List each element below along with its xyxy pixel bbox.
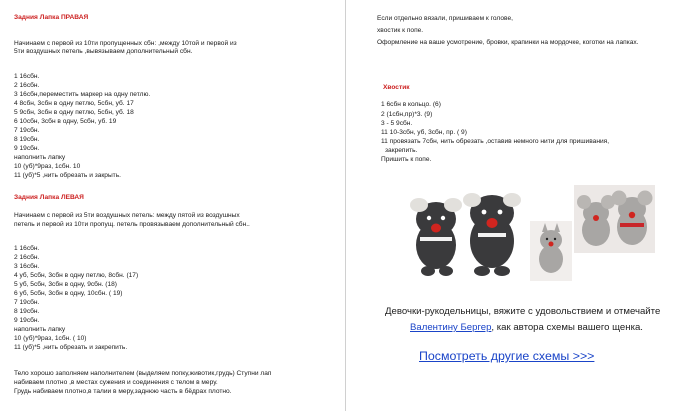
left-paw-row: 5 уб, 5сбн, 3сбн в одну, 9сбн. (18) (14, 281, 117, 288)
left-paw-row: 9 19сбн. (14, 317, 40, 324)
left-paw-row: 3 16сбн. (14, 263, 40, 270)
right-paw-row: 8 19сбн. (14, 136, 40, 143)
closing-text-2: набиваем плотно ,в местах сужения и соединения с телом в меру. (14, 379, 218, 386)
left-paw-row: 1 16сбн. (14, 245, 40, 252)
left-paw-intro-2: петель и первой из 10ти пропущ. петель провязываем дополнительный сбн.. (14, 221, 250, 228)
assembly-text-1: Если отдельно вязали, пришиваем к голове, (377, 15, 513, 22)
right-paw-row: 1 16сбн. (14, 73, 40, 80)
assembly-text-3: Оформление на ваше усмотрение, бровки, крапинки на мордочке, коготки на лапках. (377, 39, 639, 46)
closing-text-3: Грудь набиваем плотно,в талии в меру,заднюю часть в бёдрах плотно. (14, 388, 232, 395)
right-paw-row: 3 16сбн,переместить маркер на одну петлю. (14, 91, 151, 98)
right-paw-row: 10 (уб)*9раз, 1сбн. 10 (14, 163, 81, 170)
tail-row: Пришить к попе. (381, 156, 432, 163)
right-paw-intro-1: Начинаем с первой из 10ти пропущенных сбн: ,между 10той и первой из (14, 40, 237, 47)
photo-light-mice (574, 185, 655, 253)
tail-row: 2 (1сбн,пр)*3. (9) (381, 111, 433, 118)
left-paw-row: 2 16сбн. (14, 254, 40, 261)
left-paw-row: наполнить лапку (14, 326, 66, 333)
promo-line-2-rest: , как автора схемы вашего щенка. (491, 322, 643, 333)
more-patterns-link[interactable]: Посмотреть другие схемы >>> (419, 349, 595, 363)
left-paw-row: 4 уб, 5сбн, 3сбн в одну петлю, 8сбн. (17) (14, 272, 139, 279)
more-patterns-row (419, 349, 594, 363)
right-paw-row: 9 19сбн. (14, 145, 40, 152)
photo-dark-puppies (406, 185, 528, 281)
author-link[interactable]: Валентину Бергер (410, 322, 492, 333)
toys-photo-collage (406, 185, 655, 281)
left-paw-row: 6 уб, 5сбн, 3сбн в одну, 10сбн. ( 19) (14, 290, 123, 297)
right-paw-row: 11 (уб)*5 ,нить обрезать и закрыть. (14, 172, 121, 179)
right-paw-row: 2 16сбн. (14, 82, 40, 89)
photo-grey-kitten (530, 221, 572, 281)
left-paw-row: 7 19сбн. (14, 299, 40, 306)
right-paw-row: 6 10сбн, 3сбн в одну, 5сбн, уб. 19 (14, 118, 117, 125)
tail-row: 3 - 5 9сбн. (381, 120, 413, 127)
left-paw-row: 11 (уб)*5 ,нить обрезать и закрепить. (14, 344, 128, 351)
tail-row: закрепить. (385, 147, 418, 154)
left-paw-row: 8 19сбн. (14, 308, 40, 315)
right-paw-intro-2: 5ти воздушных петель ,вывязываем дополнительный сбн. (14, 48, 193, 55)
right-paw-row: 5 9сбн, 3сбн в одну петлю, 5сбн, уб. 18 (14, 109, 134, 116)
left-paw-intro-1: Начинаем с первой из 5ти воздушных петель: между пятой из воздушных (14, 212, 240, 219)
tail-row: 11 10-3сбн, уб, 3сбн, пр. ( 9) (381, 129, 467, 136)
closing-text-1: Тело хорошо заполняем наполнителем (выделяем попку,животик,грудь) Ступни лап (14, 370, 272, 377)
tail-row: 1 6сбн в кольцо. (6) (381, 101, 441, 108)
left-paw-row: 10 (уб)*9раз, 1сбн. ( 10) (14, 335, 87, 342)
toys-photo (406, 185, 655, 281)
right-paw-title: Задния Лапка ПРАВАЯ (14, 14, 89, 21)
right-paw-row: 7 19сбн. (14, 127, 40, 134)
assembly-text-2: хвостик к попе. (377, 27, 424, 34)
tail-title: Хвостик (383, 84, 410, 91)
right-paw-row: наполнить лапку (14, 154, 66, 161)
promo-line-2 (410, 322, 643, 334)
tail-row: 11 провязать 7сбн, нить обрезать ,оставив немного нити для пришивания, (381, 138, 610, 145)
left-paw-title: Задния Лапка ЛЕВАЯ (14, 194, 84, 201)
right-paw-row: 4 8сбн, 3сбн в одну петлю, 5сбн, уб. 17 (14, 100, 134, 107)
promo-line-1: Девочки-рукодельницы, вяжите с удовольствием и отмечайте (385, 306, 661, 317)
